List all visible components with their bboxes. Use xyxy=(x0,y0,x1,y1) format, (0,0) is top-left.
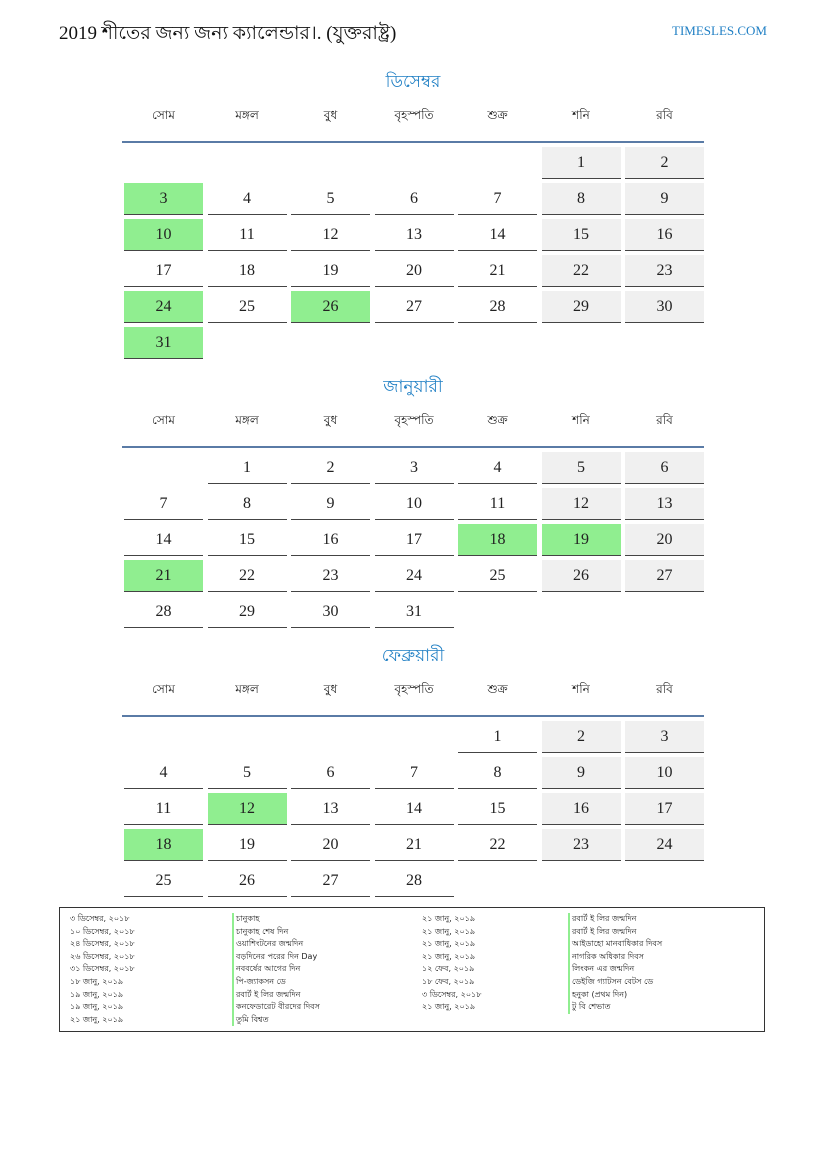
day-cell[interactable]: 17 xyxy=(625,793,704,825)
day-cell[interactable]: 1 xyxy=(542,147,621,179)
legend-entry: নববর্ষের আগের দিন xyxy=(232,963,320,976)
month-title: ফেব্রুয়ারী xyxy=(381,646,445,666)
day-cell[interactable]: 16 xyxy=(291,524,370,556)
legend-entry: ২১ জানু, ২০১৯ xyxy=(422,926,476,936)
day-cell[interactable]: 24 xyxy=(375,560,454,592)
day-cell[interactable]: 23 xyxy=(625,255,704,287)
day-cell[interactable]: 15 xyxy=(458,793,537,825)
day-cell[interactable]: 28 xyxy=(124,596,203,628)
empty-day-cell xyxy=(291,721,370,753)
day-cell[interactable]: 5 xyxy=(291,183,370,215)
day-cell[interactable]: 25 xyxy=(458,560,537,592)
weekday-header xyxy=(122,679,704,717)
day-cell[interactable]: 19 xyxy=(291,255,370,287)
legend-entry: ১৯ জানু, ২০১৯ xyxy=(70,1002,124,1012)
day-cell[interactable]: 13 xyxy=(625,488,704,520)
weekday-label: বুধ xyxy=(323,682,338,696)
legend-entry: রবার্ট ই লির জন্মদিন xyxy=(568,926,662,939)
holiday-day-cell[interactable]: 19 xyxy=(542,524,621,556)
month-december xyxy=(122,67,704,359)
empty-day-cell xyxy=(375,721,454,753)
legend-entry: ৩ ডিসেম্বর, ২০১৮ xyxy=(422,989,482,999)
legend-entry: রবার্ট ই লির জন্মদিন xyxy=(232,989,320,1002)
day-cell[interactable]: 25 xyxy=(124,865,203,897)
holiday-day-cell[interactable]: 12 xyxy=(208,793,287,825)
day-cell[interactable]: 28 xyxy=(458,291,537,323)
legend-entry: নাগরিক অধিকার দিবস xyxy=(568,951,662,964)
empty-day-cell xyxy=(124,721,203,753)
legend-entry: লিংকন এর জন্মদিন xyxy=(568,963,662,976)
legend-entry: চানুকাহ শেষ দিন xyxy=(232,926,320,939)
day-cell[interactable]: 14 xyxy=(124,524,203,556)
weekday-label: শুক্র xyxy=(487,682,508,696)
page-title: 2019 শীতের জন্য জন্য ক্যালেন্ডার।. (যুক্তরাষ্ট্র) xyxy=(59,23,397,44)
legend-entry: ৩ ডিসেম্বর, ২০১৮ xyxy=(70,914,130,923)
day-cell[interactable]: 10 xyxy=(625,757,704,789)
day-cell[interactable]: 16 xyxy=(542,793,621,825)
day-cell[interactable]: 6 xyxy=(375,183,454,215)
day-cell[interactable]: 2 xyxy=(542,721,621,753)
day-cell[interactable]: 21 xyxy=(375,829,454,861)
day-cell[interactable]: 9 xyxy=(625,183,704,215)
legend-entry: পি-জ্যাকসন ডে xyxy=(232,976,320,989)
day-cell[interactable]: 16 xyxy=(625,219,704,251)
day-cell[interactable]: 27 xyxy=(291,865,370,897)
weekday-label: বৃহস্পতি xyxy=(394,682,434,696)
legend-right-names xyxy=(568,913,662,1014)
day-cell[interactable]: 11 xyxy=(458,488,537,520)
day-cell[interactable]: 14 xyxy=(458,219,537,251)
legend-entry: ২১ জানু, ২০১৯ xyxy=(422,1002,476,1012)
day-cell[interactable]: 7 xyxy=(375,757,454,789)
empty-day-cell xyxy=(458,147,537,179)
legend-entry: ১০ ডিসেম্বর, ২০১৮ xyxy=(70,926,135,936)
day-cell[interactable]: 25 xyxy=(208,291,287,323)
day-cell[interactable]: 22 xyxy=(542,255,621,287)
legend-entry: কনফেডারেট বীরদের দিবস xyxy=(232,1001,320,1014)
empty-day-cell xyxy=(291,147,370,179)
day-cell[interactable]: 29 xyxy=(208,596,287,628)
holiday-day-cell[interactable]: 18 xyxy=(458,524,537,556)
day-cell[interactable]: 31 xyxy=(375,596,454,628)
day-cell[interactable]: 11 xyxy=(124,793,203,825)
weekday-label: শনি xyxy=(572,682,590,696)
legend-entry: ডেইজি গ্যাটসন বেটস ডে xyxy=(568,976,662,989)
weekday-label: সোম xyxy=(152,682,175,696)
month-title: জানুয়ারী xyxy=(383,377,443,397)
day-cell[interactable]: 12 xyxy=(291,219,370,251)
legend-entry: আইডাহো মানবাধিকার দিবস xyxy=(568,938,662,951)
day-cell[interactable]: 30 xyxy=(625,291,704,323)
legend-entry: তুমি বিশ্বত xyxy=(232,1014,320,1027)
weekday-label: মঙ্গল xyxy=(235,682,259,696)
legend-entry: টু বি শেভাত xyxy=(568,1001,662,1014)
day-cell[interactable]: 18 xyxy=(208,255,287,287)
day-cell[interactable]: 27 xyxy=(375,291,454,323)
day-cell[interactable]: 2 xyxy=(625,147,704,179)
day-cell[interactable]: 20 xyxy=(375,255,454,287)
weekday-label: শনি xyxy=(572,108,590,122)
day-cell[interactable]: 3 xyxy=(625,721,704,753)
holiday-day-cell[interactable]: 26 xyxy=(291,291,370,323)
holiday-day-cell[interactable]: 18 xyxy=(124,829,203,861)
day-cell[interactable]: 2 xyxy=(291,452,370,484)
day-cell[interactable]: 26 xyxy=(542,560,621,592)
day-cell[interactable]: 8 xyxy=(542,183,621,215)
day-cell[interactable]: 4 xyxy=(124,757,203,789)
weekday-label: শুক্র xyxy=(487,108,508,122)
day-cell[interactable]: 13 xyxy=(375,219,454,251)
weekday-label: বুধ xyxy=(323,413,338,427)
days-grid xyxy=(122,452,704,628)
day-cell[interactable]: 6 xyxy=(291,757,370,789)
day-cell[interactable]: 17 xyxy=(124,255,203,287)
legend-left-names xyxy=(232,913,320,1026)
day-cell[interactable]: 8 xyxy=(458,757,537,789)
day-cell[interactable]: 21 xyxy=(458,255,537,287)
day-cell[interactable]: 23 xyxy=(542,829,621,861)
legend-entry: ২১ জানু, ২০১৯ xyxy=(70,1014,124,1024)
legend-entry: ১৮ ফেব, ২০১৯ xyxy=(422,976,475,986)
legend-entry: ১৯ জানু, ২০১৯ xyxy=(70,989,124,999)
day-cell[interactable]: 17 xyxy=(375,524,454,556)
legend-right-dates xyxy=(422,913,481,1014)
day-cell[interactable]: 7 xyxy=(458,183,537,215)
legend-entry: ওয়াশিংটনের জন্মদিন xyxy=(232,938,320,951)
day-cell[interactable]: 22 xyxy=(208,560,287,592)
day-cell[interactable]: 1 xyxy=(208,452,287,484)
day-cell[interactable]: 8 xyxy=(208,488,287,520)
weekday-label: সোম xyxy=(152,413,175,427)
legend-entry: ২৬ ডিসেম্বর, ২০১৮ xyxy=(70,951,135,961)
day-cell[interactable]: 13 xyxy=(291,793,370,825)
weekday-header xyxy=(122,410,704,448)
days-grid xyxy=(122,721,704,897)
day-cell[interactable]: 26 xyxy=(208,865,287,897)
day-cell[interactable]: 28 xyxy=(375,865,454,897)
weekday-header xyxy=(122,105,704,143)
day-cell[interactable]: 10 xyxy=(375,488,454,520)
day-cell[interactable]: 14 xyxy=(375,793,454,825)
day-cell[interactable]: 22 xyxy=(458,829,537,861)
weekday-label: বৃহস্পতি xyxy=(394,108,434,122)
legend-entry: রবার্ট ই লির জন্মদিন xyxy=(568,913,662,926)
day-cell[interactable]: 11 xyxy=(208,219,287,251)
month-title: ডিসেম্বর xyxy=(385,72,441,92)
legend-entry: ২১ জানু, ২০১৯ xyxy=(422,939,476,949)
day-cell[interactable]: 30 xyxy=(291,596,370,628)
day-cell[interactable]: 24 xyxy=(625,829,704,861)
legend-left-dates xyxy=(70,913,135,1026)
day-cell[interactable]: 20 xyxy=(625,524,704,556)
holiday-day-cell[interactable]: 3 xyxy=(124,183,203,215)
day-cell[interactable]: 1 xyxy=(458,721,537,753)
day-cell[interactable]: 12 xyxy=(542,488,621,520)
weekday-label: বুধ xyxy=(323,108,338,122)
empty-day-cell xyxy=(208,721,287,753)
legend-entry: ১২ ফেব, ২০১৯ xyxy=(422,964,475,974)
day-cell[interactable]: 9 xyxy=(291,488,370,520)
day-cell[interactable]: 23 xyxy=(291,560,370,592)
weekday-label: মঙ্গল xyxy=(235,413,259,427)
day-cell[interactable]: 7 xyxy=(124,488,203,520)
weekday-label: রবি xyxy=(656,682,673,696)
legend-entry: ২১ জানু, ২০১৯ xyxy=(422,914,476,923)
legend-entry: ২১ জানু, ২০১৯ xyxy=(422,951,476,961)
month-february xyxy=(122,641,704,897)
weekday-label: শুক্র xyxy=(487,413,508,427)
day-cell[interactable]: 15 xyxy=(208,524,287,556)
day-cell[interactable]: 19 xyxy=(208,829,287,861)
site-link[interactable]: TIMESLES.COM xyxy=(672,23,767,38)
holiday-day-cell[interactable]: 31 xyxy=(124,327,203,359)
legend-entry: ১৮ জানু, ২০১৯ xyxy=(70,976,124,986)
holiday-day-cell[interactable]: 24 xyxy=(124,291,203,323)
day-cell[interactable]: 5 xyxy=(542,452,621,484)
legend-entry: বড়দিনের পরের দিন Day xyxy=(232,951,320,964)
month-january xyxy=(122,372,704,628)
day-cell[interactable]: 27 xyxy=(625,560,704,592)
weekday-label: রবি xyxy=(656,108,673,122)
holiday-legend xyxy=(59,907,765,1032)
weekday-label: রবি xyxy=(656,413,673,427)
holiday-day-cell[interactable]: 10 xyxy=(124,219,203,251)
legend-entry: ২৪ ডিসেম্বর, ২০১৮ xyxy=(70,939,135,949)
day-cell[interactable]: 4 xyxy=(458,452,537,484)
legend-entry: চানুকাহ xyxy=(232,913,320,926)
weekday-label: সোম xyxy=(152,108,175,122)
day-cell[interactable]: 20 xyxy=(291,829,370,861)
day-cell[interactable]: 3 xyxy=(375,452,454,484)
empty-day-cell xyxy=(124,147,203,179)
day-cell[interactable]: 15 xyxy=(542,219,621,251)
day-cell[interactable]: 29 xyxy=(542,291,621,323)
empty-day-cell xyxy=(375,147,454,179)
day-cell[interactable]: 5 xyxy=(208,757,287,789)
day-cell[interactable]: 6 xyxy=(625,452,704,484)
weekday-label: বৃহস্পতি xyxy=(394,413,434,427)
weekday-label: শনি xyxy=(572,413,590,427)
day-cell[interactable]: 4 xyxy=(208,183,287,215)
empty-day-cell xyxy=(208,147,287,179)
empty-day-cell xyxy=(124,452,203,484)
legend-entry: হনুকা (প্রথম দিন) xyxy=(568,989,662,1002)
days-grid xyxy=(122,147,704,359)
legend-entry: ৩১ ডিসেম্বর, ২০১৮ xyxy=(70,964,135,974)
day-cell[interactable]: 9 xyxy=(542,757,621,789)
weekday-label: মঙ্গল xyxy=(235,108,259,122)
holiday-day-cell[interactable]: 21 xyxy=(124,560,203,592)
